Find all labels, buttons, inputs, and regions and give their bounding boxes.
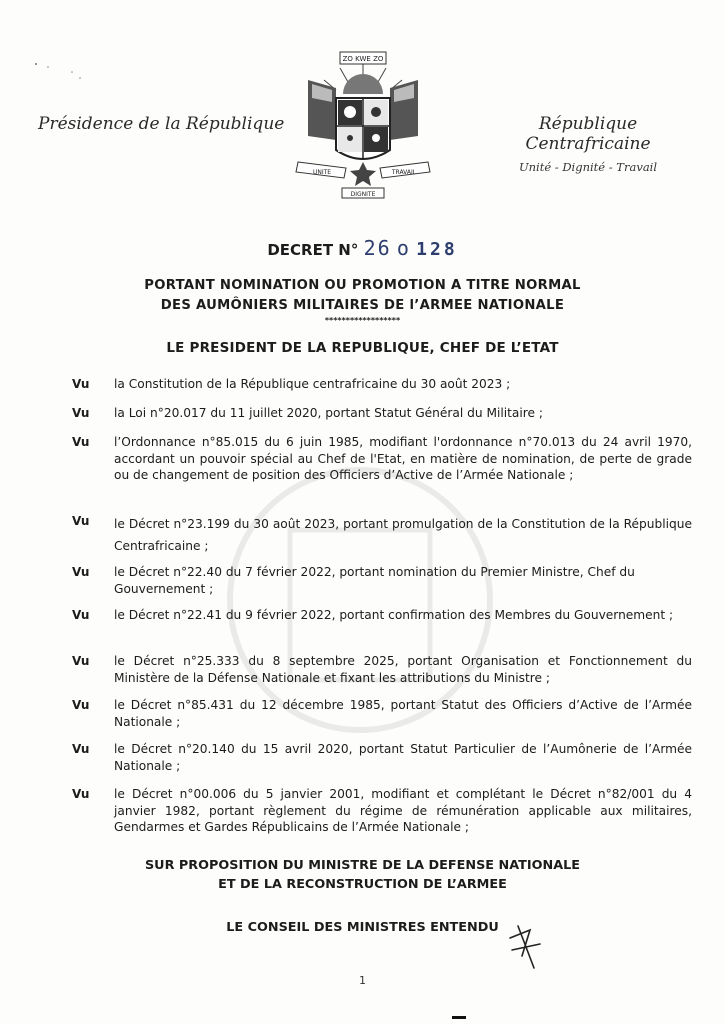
vu-label: Vu (72, 698, 90, 712)
vu-text: le Décret n°85.431 du 12 décembre 1985, portant Statut des Officiers d’Active de l’Armée Nationale ; (114, 698, 692, 729)
coat-ribbon-right: TRAVAIL (391, 169, 417, 176)
coat-motto: ZO KWE ZO (342, 55, 384, 63)
vu-item (72, 786, 692, 836)
vu-label: Vu (72, 406, 90, 420)
president-heading: LE PRESIDENT DE LA REPUBLIQUE, CHEF DE L’ETAT (166, 340, 559, 356)
vu-item (72, 513, 692, 557)
scan-edge-mark (452, 1016, 466, 1019)
vu-text: le Décret n°22.41 du 9 février 2022, portant confirmation des Membres du Gouvernement ; (114, 608, 674, 622)
vu-label: Vu (72, 608, 90, 622)
proposal-line-1: SUR PROPOSITION DU MINISTRE DE LA DEFENSE NATIONALE (144, 858, 581, 873)
vu-item (72, 405, 692, 422)
vu-label: Vu (72, 514, 90, 528)
vu-text: le Décret n°20.140 du 15 avril 2020, portant Statut Particulier de l’Aumônerie de l’Armée Nationale ; (114, 742, 692, 773)
vu-text: le Décret n°23.199 du 30 août 2023, portant promulgation de la Constitution de la République Centrafricaine ; (114, 517, 692, 553)
star-divider: ****************** (324, 316, 401, 325)
vu-text: la Constitution de la République centrafricaine du 30 août 2023 ; (114, 377, 511, 391)
vu-label: Vu (72, 377, 90, 391)
vu-item (72, 741, 692, 774)
vu-label: Vu (72, 435, 90, 449)
presidency-title: Présidence de la République (38, 114, 285, 134)
vu-text: l’Ordonnance n°85.015 du 6 juin 1985, modifiant l'ordonnance n°70.013 du 24 avril 1970, accordant un pouvoir spécial au Chef de l'Etat, en matière de nomination, de perte de grade ou de changement de position des Officiers d’Active de l’Armée Nationale ; (114, 435, 692, 482)
vu-item (72, 564, 692, 597)
decree-separator: o (396, 236, 411, 260)
council-heard: LE CONSEIL DES MINISTRES ENTENDU (226, 920, 499, 935)
subtitle-line-1: PORTANT NOMINATION OU PROMOTION A TITRE NORMAL (144, 278, 581, 293)
page-number: 1 (359, 974, 366, 987)
vu-label: Vu (72, 565, 90, 579)
vu-text: le Décret n°00.006 du 5 janvier 2001, modifiant et complétant le Décret n°82/001 du 4 janvier 1982, portant règlement du régime de rémunération applicable aux militaires, Gendarmes et Gardes Républicains de l’Armée Nationale ; (114, 787, 692, 834)
vu-item (72, 376, 692, 393)
vu-item (72, 653, 692, 686)
proposal-block (0, 856, 725, 894)
scan-marks-icon (30, 58, 90, 88)
vu-item (72, 434, 692, 484)
vu-item (72, 607, 692, 624)
vu-label: Vu (72, 654, 90, 668)
decree-label: DECRET N° (267, 241, 359, 259)
vu-label: Vu (72, 742, 90, 756)
coat-of-arms-icon (288, 50, 438, 200)
vu-text: le Décret n°22.40 du 7 février 2022, portant nomination du Premier Ministre, Chef du Gouvernement ; (114, 565, 635, 596)
decree-subtitle (0, 276, 725, 316)
proposal-line-2: ET DE LA RECONSTRUCTION DE L’ARMEE (218, 877, 507, 892)
coat-ribbon-bottom: DIGNITE (350, 191, 376, 198)
decree-number-line (0, 236, 725, 260)
decree-number-part2: 128 (416, 239, 458, 260)
vu-text: la Loi n°20.017 du 11 juillet 2020, portant Statut Général du Militaire ; (114, 406, 543, 420)
republic-header (478, 114, 698, 174)
republic-title: République Centrafricaine (525, 114, 651, 154)
decree-number-part1: 26 (363, 236, 392, 260)
vu-text: le Décret n°25.333 du 8 septembre 2025, portant Organisation et Fonctionnement du Ministère de la Défense Nationale et fixant les attributions du Ministre ; (114, 654, 692, 685)
vu-label: Vu (72, 787, 90, 801)
national-motto: Unité - Dignité - Travail (518, 160, 658, 174)
signature-icon (504, 916, 548, 972)
vu-item (72, 697, 692, 730)
subtitle-line-2: DES AUMÔNIERS MILITAIRES DE l’ARMEE NATIONALE (160, 298, 565, 313)
coat-ribbon-left: UNITE (312, 169, 332, 176)
